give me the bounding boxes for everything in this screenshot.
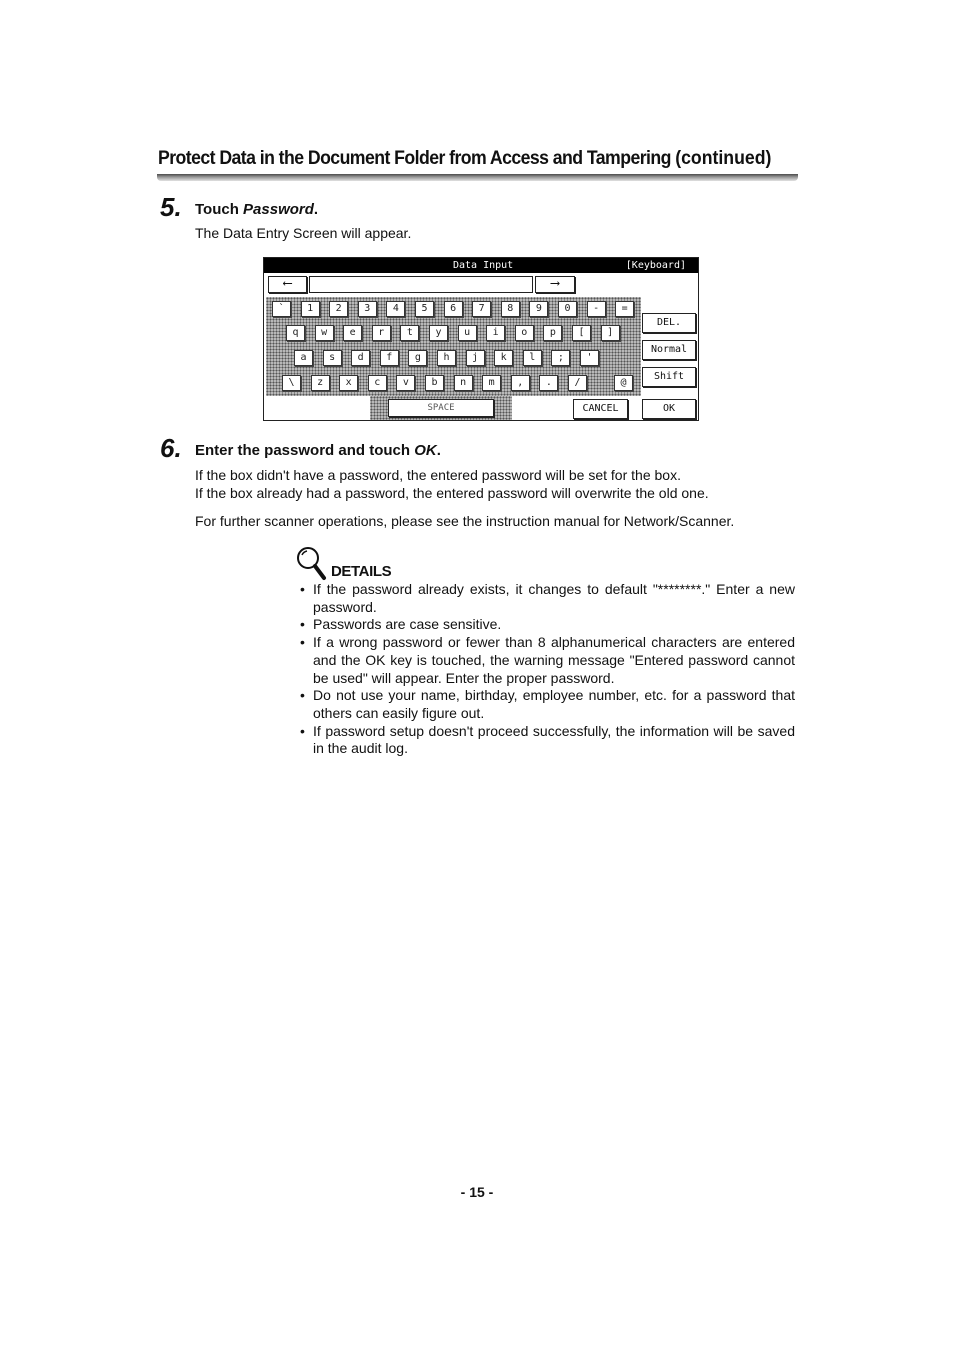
keyboard-key[interactable]: i	[486, 325, 505, 341]
details-list	[298, 581, 795, 758]
step6-line1: If the box didn't have a password, the entered password will be set for the box.	[195, 467, 681, 483]
keyboard-key[interactable]: y	[429, 325, 448, 341]
keyboard-key[interactable]: e	[343, 325, 362, 341]
keyboard-label: [Keyboard]	[625, 260, 686, 271]
keyboard-key[interactable]: z	[311, 375, 330, 391]
keyboard-key[interactable]: l	[523, 350, 542, 366]
keyboard-key[interactable]: w	[315, 325, 334, 341]
screen-title: Data Input	[453, 260, 514, 271]
page-number: - 15 -	[460, 1184, 494, 1200]
step6-title-suffix: .	[436, 442, 441, 459]
normal-button[interactable]: Normal	[642, 340, 696, 360]
keyboard-key[interactable]: 2	[329, 301, 348, 317]
ok-button[interactable]: OK	[642, 399, 696, 419]
keyboard-key[interactable]: 7	[472, 301, 491, 317]
keyboard-key[interactable]: s	[323, 350, 342, 366]
del-button[interactable]: DEL.	[642, 313, 696, 333]
keyboard-key[interactable]: j	[466, 350, 485, 366]
details-title: DETAILS	[331, 563, 392, 580]
cursor-right-button[interactable]: ⟶	[535, 276, 575, 293]
keyboard-key[interactable]: n	[454, 375, 473, 391]
step5-title-prefix: Touch	[195, 201, 244, 218]
keyboard-key[interactable]: p	[543, 325, 562, 341]
keyboard-key[interactable]: \	[282, 375, 301, 391]
keyboard-key[interactable]: 4	[386, 301, 405, 317]
step5-title-em: Password	[243, 201, 314, 218]
heading-main: Protect Data in the Document Folder from Access and Tampering	[158, 148, 676, 169]
keyboard-key[interactable]: =	[615, 301, 634, 317]
heading-continued: (continued)	[675, 148, 772, 169]
keyboard-key[interactable]: -	[587, 301, 606, 317]
keyboard-key[interactable]: c	[368, 375, 387, 391]
password-field-value: _	[312, 280, 319, 293]
keyboard-key[interactable]: ,	[511, 375, 530, 391]
keyboard-key[interactable]: 1	[301, 301, 320, 317]
keyboard-key[interactable]: `	[272, 301, 291, 317]
password-field[interactable]	[309, 276, 533, 293]
details-item: • If a wrong password or fewer than 8 alphanumerical characters are entered and the OK key is touched, the warning message "Entered password cannot be used" will appear. Enter the proper password.	[298, 634, 795, 687]
step6-title-prefix: Enter the password and touch	[195, 442, 415, 459]
keyboard-key[interactable]: k	[494, 350, 513, 366]
keyboard-key[interactable]: 5	[415, 301, 434, 317]
space-key[interactable]: SPACE	[388, 399, 494, 417]
step5-text: The Data Entry Screen will appear.	[195, 225, 412, 241]
details-item: • If the password already exists, it changes to default "********." Enter a new password.	[298, 581, 795, 616]
heading-rule	[157, 174, 798, 181]
keyboard-key[interactable]: [	[572, 325, 591, 341]
keyboard-key[interactable]: g	[408, 350, 427, 366]
keyboard-key[interactable]: a	[294, 350, 313, 366]
step5-title	[195, 201, 318, 218]
step6-line3: For further scanner operations, please see the instruction manual for Network/Scanner.	[195, 513, 735, 529]
keyboard-key[interactable]: ;	[551, 350, 570, 366]
keyboard-key[interactable]: v	[396, 375, 415, 391]
step6-title-em: OK	[414, 442, 437, 459]
keyboard-key[interactable]: 6	[444, 301, 463, 317]
keyboard-key[interactable]: q	[286, 325, 305, 341]
keyboard-key[interactable]: r	[372, 325, 391, 341]
keyboard-key[interactable]: 9	[529, 301, 548, 317]
section-heading	[158, 148, 771, 170]
keyboard-key[interactable]: '	[580, 350, 599, 366]
keyboard-key[interactable]: t	[400, 325, 419, 341]
details-item: • Do not use your name, birthday, employee number, etc. for a password that others can easily figure out.	[298, 687, 795, 722]
keyboard-key[interactable]: f	[380, 350, 399, 366]
keyboard-key[interactable]: o	[515, 325, 534, 341]
keyboard-key[interactable]: 3	[358, 301, 377, 317]
cursor-left-button[interactable]: ⟵	[268, 276, 307, 293]
step6-number: 6.	[160, 433, 182, 463]
keyboard-key[interactable]: d	[351, 350, 370, 366]
step5-title-suffix: .	[313, 201, 319, 218]
screen-titlebar	[264, 258, 698, 273]
magnifier-icon	[295, 545, 327, 581]
keyboard-key[interactable]: 8	[501, 301, 520, 317]
step6-title	[195, 442, 441, 459]
keyboard-key[interactable]: 0	[558, 301, 577, 317]
step6-line2: If the box already had a password, the entered password will overwrite the old one.	[195, 485, 709, 501]
keyboard-key[interactable]: /	[568, 375, 587, 391]
keyboard-key[interactable]: m	[482, 375, 501, 391]
step5-number: 5.	[160, 192, 182, 222]
keyboard-key[interactable]: u	[458, 325, 477, 341]
keyboard-key[interactable]: b	[425, 375, 444, 391]
shift-button[interactable]: Shift	[642, 367, 696, 387]
details-item: • Passwords are case sensitive.	[298, 616, 795, 634]
details-item: • If password setup doesn't proceed successfully, the information will be saved in the audit log.	[298, 723, 795, 758]
cancel-button[interactable]: CANCEL	[573, 399, 628, 419]
keyboard-key[interactable]: h	[437, 350, 456, 366]
keyboard-key[interactable]: .	[539, 375, 558, 391]
keyboard-key[interactable]: x	[339, 375, 358, 391]
data-input-screen	[263, 257, 699, 421]
keyboard-key[interactable]: @	[614, 375, 633, 391]
keyboard-key[interactable]: ]	[601, 325, 620, 341]
